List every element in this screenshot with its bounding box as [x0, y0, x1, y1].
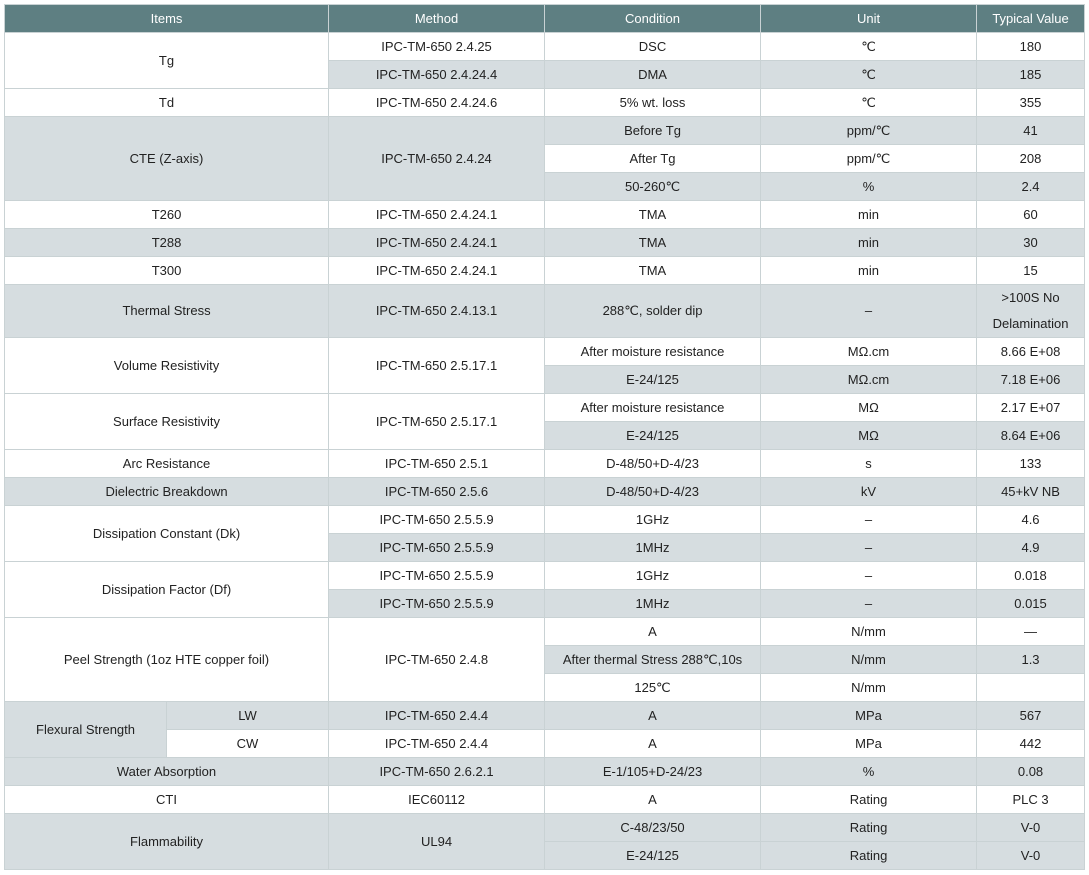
item-cell: Dielectric Breakdown [5, 478, 329, 506]
method-cell: UL94 [329, 814, 545, 870]
method-cell: IPC-TM-650 2.4.4 [329, 702, 545, 730]
unit-cell: ℃ [761, 61, 977, 89]
unit-cell: N/mm [761, 646, 977, 674]
properties-table [4, 4, 1085, 870]
method-cell: IPC-TM-650 2.4.24.4 [329, 61, 545, 89]
condition-cell: After moisture resistance [545, 394, 761, 422]
value-cell: 60 [977, 201, 1085, 229]
unit-cell: – [761, 562, 977, 590]
method-cell: IPC-TM-650 2.5.17.1 [329, 338, 545, 394]
unit-cell: MΩ [761, 422, 977, 450]
value-cell: 355 [977, 89, 1085, 117]
item-cell: Flammability [5, 814, 329, 870]
condition-cell: DSC [545, 33, 761, 61]
item-cell: Arc Resistance [5, 450, 329, 478]
unit-cell: MΩ [761, 394, 977, 422]
table-row [5, 786, 1085, 814]
condition-cell: C-48/23/50 [545, 814, 761, 842]
unit-cell: ppm/℃ [761, 117, 977, 145]
value-cell: 133 [977, 450, 1085, 478]
value-cell: 208 [977, 145, 1085, 173]
value-cell: 15 [977, 257, 1085, 285]
value-cell: 30 [977, 229, 1085, 257]
value-cell: 7.18 E+06 [977, 366, 1085, 394]
unit-cell: kV [761, 478, 977, 506]
condition-cell: 5% wt. loss [545, 89, 761, 117]
condition-cell: D-48/50+D-4/23 [545, 450, 761, 478]
value-cell: 0.018 [977, 562, 1085, 590]
table-row [5, 338, 1085, 366]
header-typical-value: Typical Value [977, 5, 1085, 33]
item-cell: T288 [5, 229, 329, 257]
unit-cell: Rating [761, 814, 977, 842]
condition-cell: 1GHz [545, 506, 761, 534]
table-row [5, 758, 1085, 786]
table-row [5, 730, 1085, 758]
table-row [5, 450, 1085, 478]
condition-cell: E-24/125 [545, 366, 761, 394]
method-cell: IPC-TM-650 2.5.1 [329, 450, 545, 478]
method-cell: IPC-TM-650 2.6.2.1 [329, 758, 545, 786]
unit-cell: Rating [761, 842, 977, 870]
method-cell: IPC-TM-650 2.4.24 [329, 117, 545, 201]
item-cell: Tg [5, 33, 329, 89]
condition-cell: E-24/125 [545, 842, 761, 870]
item-cell: Surface Resistivity [5, 394, 329, 450]
condition-cell: A [545, 730, 761, 758]
condition-cell: 1GHz [545, 562, 761, 590]
method-cell: IEC60112 [329, 786, 545, 814]
method-cell: IPC-TM-650 2.5.17.1 [329, 394, 545, 450]
value-cell: 180 [977, 33, 1085, 61]
condition-cell: TMA [545, 201, 761, 229]
table-row [5, 117, 1085, 145]
method-cell: IPC-TM-650 2.4.25 [329, 33, 545, 61]
method-cell: IPC-TM-650 2.4.24.1 [329, 201, 545, 229]
value-cell: — [977, 618, 1085, 646]
sub-item-cell: CW [167, 730, 329, 758]
condition-cell: 1MHz [545, 590, 761, 618]
unit-cell: MPa [761, 730, 977, 758]
value-cell: 4.9 [977, 534, 1085, 562]
table-row [5, 814, 1085, 842]
condition-cell: 50-260℃ [545, 173, 761, 201]
item-cell: Td [5, 89, 329, 117]
table-row [5, 89, 1085, 117]
unit-cell: % [761, 758, 977, 786]
value-cell: 0.015 [977, 590, 1085, 618]
unit-cell: – [761, 285, 977, 338]
method-cell: IPC-TM-650 2.5.5.9 [329, 562, 545, 590]
condition-cell: After moisture resistance [545, 338, 761, 366]
value-cell: 2.4 [977, 173, 1085, 201]
value-cell: 567 [977, 702, 1085, 730]
item-cell: Flexural Strength [5, 702, 167, 758]
method-cell: IPC-TM-650 2.4.24.6 [329, 89, 545, 117]
item-cell: Dissipation Constant (Dk) [5, 506, 329, 562]
value-cell: PLC 3 [977, 786, 1085, 814]
condition-cell: D-48/50+D-4/23 [545, 478, 761, 506]
item-cell: Dissipation Factor (Df) [5, 562, 329, 618]
unit-cell: – [761, 506, 977, 534]
unit-cell: MPa [761, 702, 977, 730]
value-cell: V-0 [977, 814, 1085, 842]
item-cell: T260 [5, 201, 329, 229]
value-cell: 8.66 E+08 [977, 338, 1085, 366]
unit-cell: – [761, 590, 977, 618]
condition-cell: A [545, 618, 761, 646]
unit-cell: N/mm [761, 618, 977, 646]
method-cell: IPC-TM-650 2.5.5.9 [329, 534, 545, 562]
value-cell [977, 285, 1085, 338]
condition-cell: TMA [545, 257, 761, 285]
condition-cell: A [545, 786, 761, 814]
header-row [5, 5, 1085, 33]
header-method: Method [329, 5, 545, 33]
method-cell: IPC-TM-650 2.4.13.1 [329, 285, 545, 338]
value-line: Delamination [992, 316, 1069, 331]
table-row [5, 229, 1085, 257]
unit-cell: Rating [761, 786, 977, 814]
value-cell: 8.64 E+06 [977, 422, 1085, 450]
value-cell [977, 674, 1085, 702]
method-cell: IPC-TM-650 2.4.24.1 [329, 257, 545, 285]
item-cell: T300 [5, 257, 329, 285]
item-cell: Peel Strength (1oz HTE copper foil) [5, 618, 329, 702]
value-cell: 4.6 [977, 506, 1085, 534]
unit-cell: ℃ [761, 89, 977, 117]
condition-cell: After thermal Stress 288℃,10s [545, 646, 761, 674]
table-row [5, 702, 1085, 730]
item-cell: Water Absorption [5, 758, 329, 786]
table-row [5, 201, 1085, 229]
unit-cell: ℃ [761, 33, 977, 61]
method-cell: IPC-TM-650 2.4.4 [329, 730, 545, 758]
item-cell: CTE (Z-axis) [5, 117, 329, 201]
condition-cell: 288℃, solder dip [545, 285, 761, 338]
value-cell: 185 [977, 61, 1085, 89]
sub-item-cell: LW [167, 702, 329, 730]
unit-cell: s [761, 450, 977, 478]
table-row [5, 506, 1085, 534]
condition-cell: Before Tg [545, 117, 761, 145]
method-cell: IPC-TM-650 2.5.5.9 [329, 506, 545, 534]
condition-cell: E-24/125 [545, 422, 761, 450]
unit-cell: MΩ.cm [761, 366, 977, 394]
condition-cell: 1MHz [545, 534, 761, 562]
condition-cell: DMA [545, 61, 761, 89]
condition-cell: After Tg [545, 145, 761, 173]
method-cell: IPC-TM-650 2.4.8 [329, 618, 545, 702]
value-cell: 2.17 E+07 [977, 394, 1085, 422]
table-row [5, 394, 1085, 422]
unit-cell: ppm/℃ [761, 145, 977, 173]
table-row [5, 562, 1085, 590]
table-row [5, 285, 1085, 338]
method-cell: IPC-TM-650 2.5.6 [329, 478, 545, 506]
item-cell: Thermal Stress [5, 285, 329, 338]
condition-cell: TMA [545, 229, 761, 257]
value-cell: 0.08 [977, 758, 1085, 786]
item-cell: Volume Resistivity [5, 338, 329, 394]
method-cell: IPC-TM-650 2.5.5.9 [329, 590, 545, 618]
value-cell: 1.3 [977, 646, 1085, 674]
value-cell: 442 [977, 730, 1085, 758]
condition-cell: 125℃ [545, 674, 761, 702]
table-row [5, 618, 1085, 646]
table-row [5, 257, 1085, 285]
value-cell: 41 [977, 117, 1085, 145]
item-cell: CTI [5, 786, 329, 814]
table-row [5, 33, 1085, 61]
unit-cell: min [761, 229, 977, 257]
table-row [5, 478, 1085, 506]
unit-cell: % [761, 173, 977, 201]
unit-cell: min [761, 201, 977, 229]
unit-cell: min [761, 257, 977, 285]
value-line: >100S No [1001, 290, 1060, 305]
condition-cell: E-1/105+D-24/23 [545, 758, 761, 786]
condition-cell: A [545, 702, 761, 730]
header-condition: Condition [545, 5, 761, 33]
header-items: Items [5, 5, 329, 33]
unit-cell: – [761, 534, 977, 562]
unit-cell: N/mm [761, 674, 977, 702]
method-cell: IPC-TM-650 2.4.24.1 [329, 229, 545, 257]
value-cell: 45+kV NB [977, 478, 1085, 506]
value-cell: V-0 [977, 842, 1085, 870]
unit-cell: MΩ.cm [761, 338, 977, 366]
header-unit: Unit [761, 5, 977, 33]
